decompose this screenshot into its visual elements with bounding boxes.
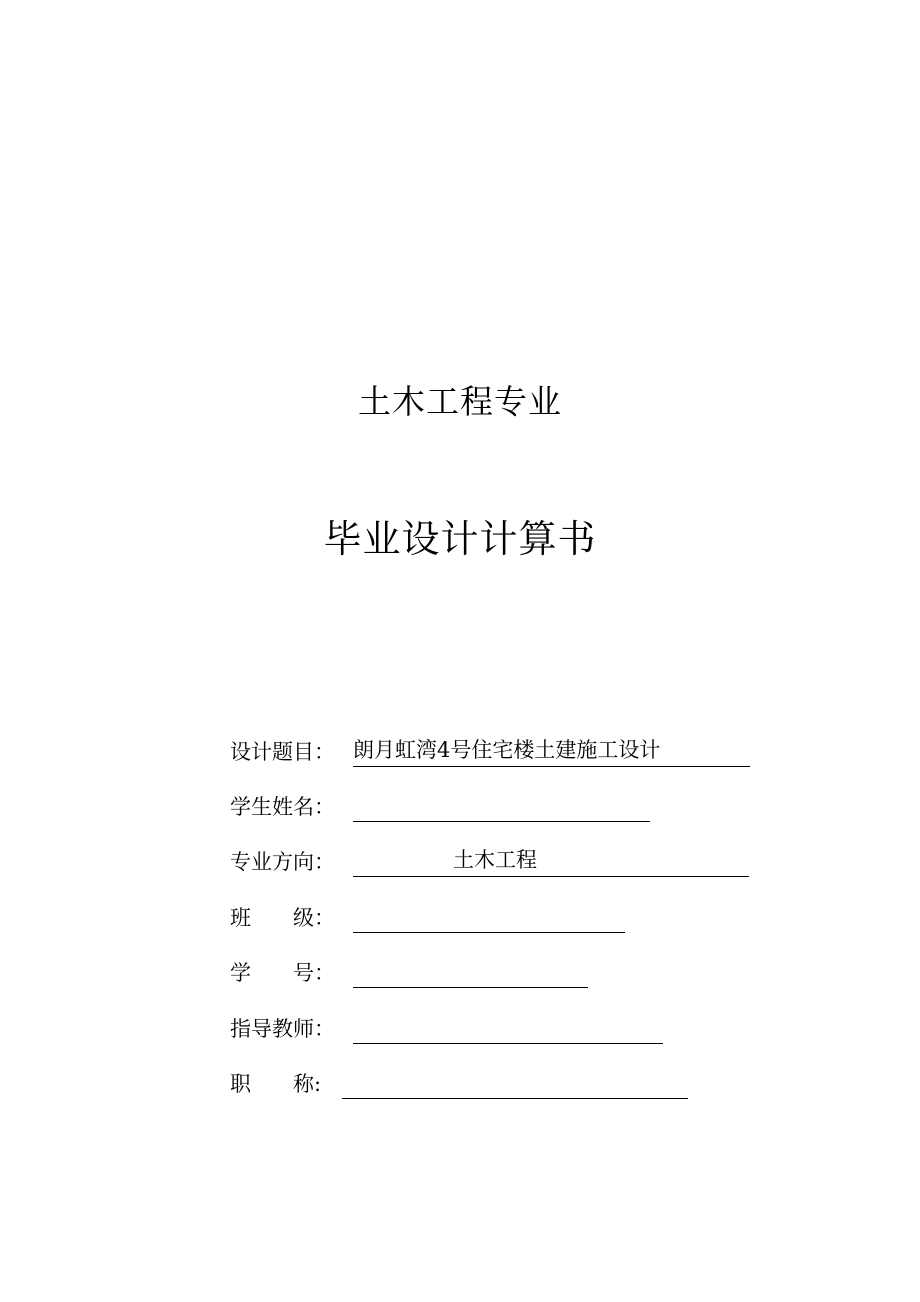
class-value-line xyxy=(353,902,625,933)
direction-label: 专业方向： xyxy=(230,850,335,874)
direction-value: 土木工程 xyxy=(453,848,537,872)
major-heading: 土木工程专业 xyxy=(358,382,562,421)
name-label: 学生姓名： xyxy=(230,795,335,819)
student-id-label: 学 号： xyxy=(230,961,335,985)
title-rank-value-line xyxy=(342,1068,688,1099)
student-id-value-line xyxy=(353,957,588,988)
title-rank-label: 职 称: xyxy=(230,1072,322,1096)
name-value-line xyxy=(353,791,650,822)
direction-value-line xyxy=(353,846,749,877)
document-title: 毕业设计计算书 xyxy=(323,517,597,561)
advisor-value-line xyxy=(353,1013,663,1044)
class-label: 班 级： xyxy=(230,906,335,930)
topic-value-line xyxy=(353,736,750,767)
topic-value: 朗月虹湾4号住宅楼土建施工设计 xyxy=(353,738,661,762)
topic-label: 设计题目： xyxy=(230,740,335,764)
advisor-label: 指导教师： xyxy=(230,1017,335,1041)
